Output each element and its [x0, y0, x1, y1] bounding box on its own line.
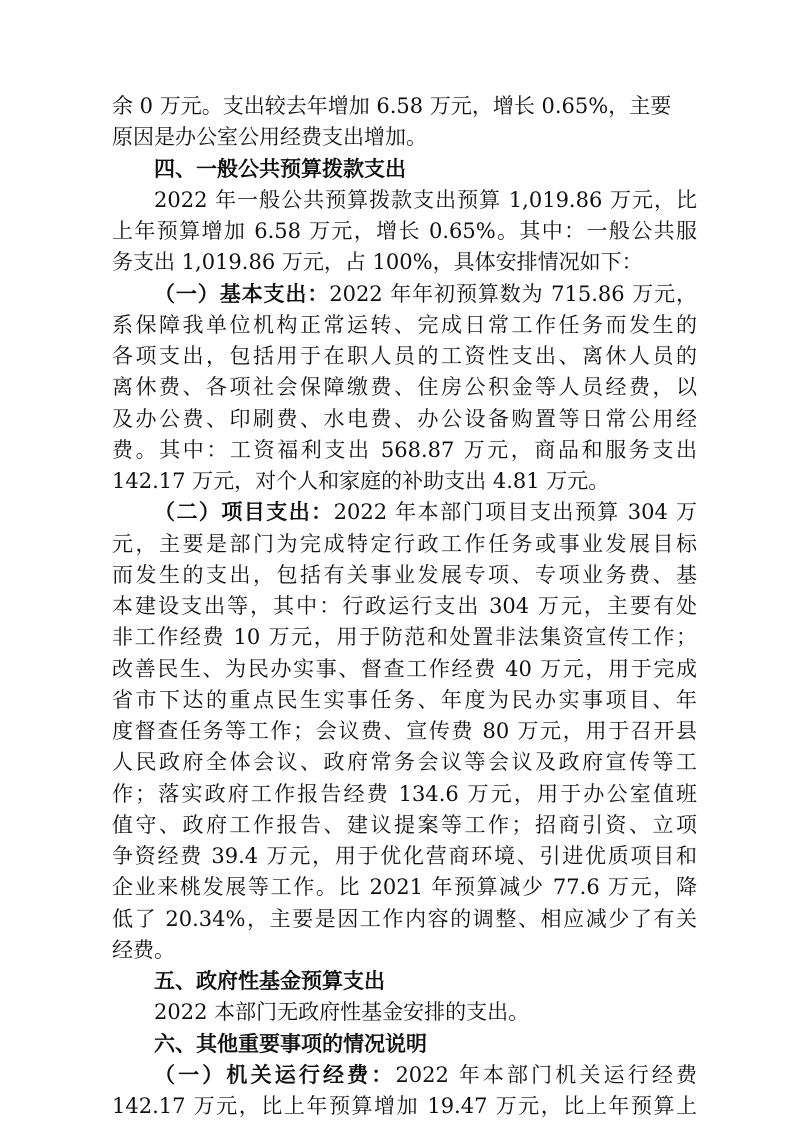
subsection-label: （一）机关运行经费： — [154, 1062, 396, 1087]
paragraph-line: 各项支出，包括用于在职人员的工资性支出、离休人员的 — [112, 344, 697, 368]
paragraph-line: 142.17 万元，对个人和家庭的补助支出 4.81 万元。 — [112, 469, 610, 493]
paragraph-line: 人民政府全体会议、政府常务会议等会议及政府宣传等工 — [112, 750, 697, 774]
paragraph-line: 作；落实政府工作报告经费 134.6 万元，用于办公室值班 — [112, 782, 697, 806]
section-heading: 五、政府性基金预算支出 — [154, 968, 385, 993]
section-heading: 六、其他重要事项的情况说明 — [154, 1031, 427, 1056]
paragraph-line — [154, 1059, 697, 1091]
paragraph-line: 省市下达的重点民生实事任务、年度为民办实事项目、年 — [112, 688, 697, 712]
paragraph-text: 2022 年本部门机关运行经费 — [395, 1063, 697, 1087]
paragraph-line: 及办公费、印刷费、水电费、办公设备购置等日常公用经 — [112, 407, 697, 431]
paragraph-line — [154, 278, 697, 310]
paragraph-line: 本建设支出等，其中：行政运行支出 304 万元，主要有处 — [112, 594, 697, 618]
paragraph-line: 度督查任务等工作；会议费、宣传费 80 万元，用于召开县 — [112, 719, 697, 743]
paragraph-text: 2022 年本部门项目支出预算 304 万 — [333, 500, 698, 524]
paragraph-line: 低了 20.34%，主要是因工作内容的调整、相应减少了有关 — [112, 907, 697, 931]
paragraph-text: 2022 年年初预算数为 715.86 万元， — [329, 282, 697, 306]
paragraph-line: 值守、政府工作报告、建议提案等工作；招商引资、立项 — [112, 813, 697, 837]
paragraph-line: 上年预算增加 6.58 万元，增长 0.65%。其中：一般公共服 — [112, 219, 697, 243]
paragraph-line: 离休费、各项社会保障缴费、住房公积金等人员经费，以 — [112, 375, 697, 399]
paragraph-line — [154, 496, 697, 528]
paragraph-line: 2022 本部门无政府性基金安排的支出。 — [154, 1000, 530, 1024]
paragraph-line: 原因是办公室公用经费支出增加。 — [112, 125, 427, 149]
paragraph-line: 争资经费 39.4 万元，用于优化营商环境、引进优质项目和 — [112, 844, 697, 868]
paragraph-line: 2022 年一般公共预算拨款支出预算 1,019.86 万元，比 — [154, 188, 697, 212]
paragraph-line: 经费。 — [112, 938, 175, 962]
paragraph-line: 非工作经费 10 万元，用于防范和处置非法集资宣传工作； — [112, 625, 697, 649]
paragraph-line: 142.17 万元，比上年预算增加 19.47 万元，比上年预算上 — [112, 1094, 697, 1118]
paragraph-line: 改善民生、为民办实事、督查工作经费 40 万元，用于完成 — [112, 657, 697, 681]
subsection-label: （二）项目支出： — [154, 499, 334, 524]
subsection-label: （一）基本支出： — [154, 281, 330, 306]
paragraph-line: 元，主要是部门为完成特定行政工作任务或事业发展目标 — [112, 532, 697, 556]
section-heading: 四、一般公共预算拨款支出 — [154, 156, 406, 181]
paragraph-line: 而发生的支出，包括有关事业发展专项、专项业务费、基 — [112, 563, 697, 587]
paragraph-line: 企业来桃发展等工作。比 2021 年预算减少 77.6 万元，降 — [112, 875, 697, 899]
paragraph-line: 余 0 万元。支出较去年增加 6.58 万元，增长 0.65%，主要 — [112, 94, 672, 118]
paragraph-line: 务支出 1,019.86 万元，占 100%，具体安排情况如下： — [112, 250, 643, 274]
paragraph-line: 费。其中：工资福利支出 568.87 万元，商品和服务支出 — [112, 438, 697, 462]
paragraph-line: 系保障我单位机构正常运转、完成日常工作任务而发生的 — [112, 313, 697, 337]
